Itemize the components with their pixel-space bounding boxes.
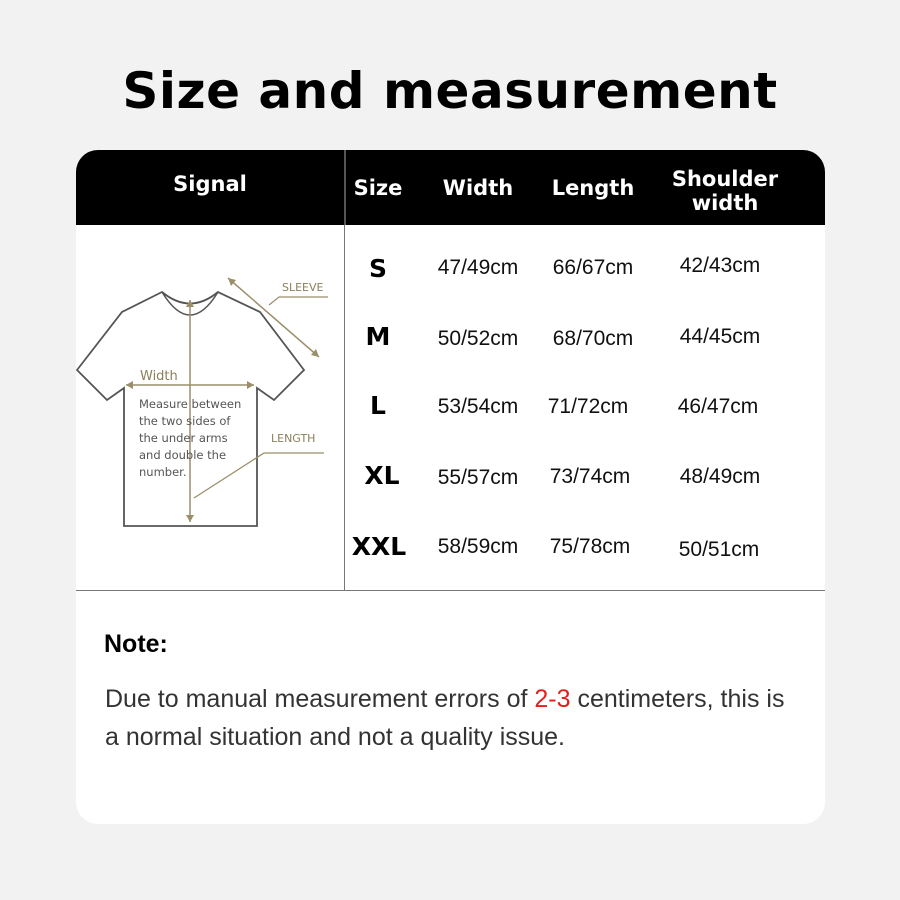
header-shoulder-line1: Shoulder	[671, 167, 779, 191]
shoulder-value: 46/47cm	[677, 395, 759, 418]
size-chart-card	[76, 150, 825, 824]
sleeve-label: SLEEVE	[282, 281, 324, 294]
shoulder-value: 44/45cm	[679, 325, 761, 348]
measure-line-5: number.	[139, 465, 187, 479]
note-text-before: Due to manual measurement errors of	[105, 685, 535, 713]
size-label: M	[365, 322, 391, 351]
width-value: 58/59cm	[437, 535, 519, 558]
width-arrowhead-left	[126, 381, 133, 389]
size-label: XXL	[351, 532, 407, 561]
measure-line-4: and double the	[139, 448, 227, 462]
width-value: 47/49cm	[437, 256, 519, 279]
length-value: 66/67cm	[552, 256, 634, 279]
row-divider	[76, 590, 825, 591]
measure-line-1: Measure between	[139, 397, 242, 411]
length-value: 75/78cm	[549, 535, 631, 558]
header-signal: Signal	[173, 172, 247, 196]
note-body	[105, 680, 805, 756]
page-title: Size and measurement	[122, 62, 778, 120]
size-label: XL	[364, 461, 400, 490]
measure-line-3: the under arms	[139, 431, 228, 445]
header-size: Size	[353, 176, 403, 200]
sleeve-leader-line	[269, 297, 328, 305]
width-value: 55/57cm	[437, 466, 519, 489]
length-arrowhead-bottom	[186, 515, 194, 522]
shoulder-value: 50/51cm	[678, 538, 760, 561]
table-header	[76, 150, 825, 225]
header-length: Length	[551, 176, 635, 200]
shoulder-value: 48/49cm	[679, 465, 761, 488]
header-shoulder-width	[660, 167, 790, 215]
length-value: 71/72cm	[547, 395, 629, 418]
width-label: Width	[140, 369, 178, 384]
size-label: L	[370, 391, 386, 420]
width-arrowhead-right	[247, 381, 254, 389]
shoulder-value: 42/43cm	[679, 254, 761, 277]
width-value: 50/52cm	[437, 327, 519, 350]
header-shoulder-line2: width	[691, 191, 759, 216]
tshirt-diagram	[76, 260, 344, 560]
note-title: Note:	[104, 630, 168, 658]
note-text-after: centimeters, this is a normal situation and not a quality issue.	[105, 685, 785, 751]
length-label: LENGTH	[271, 432, 316, 445]
note-highlight: 2-3	[534, 685, 571, 713]
size-label: S	[368, 254, 387, 283]
length-value: 68/70cm	[552, 327, 634, 350]
width-value: 53/54cm	[437, 395, 519, 418]
header-width: Width	[442, 176, 514, 200]
length-value: 73/74cm	[549, 465, 631, 488]
measure-line-2: the two sides of	[139, 414, 231, 428]
